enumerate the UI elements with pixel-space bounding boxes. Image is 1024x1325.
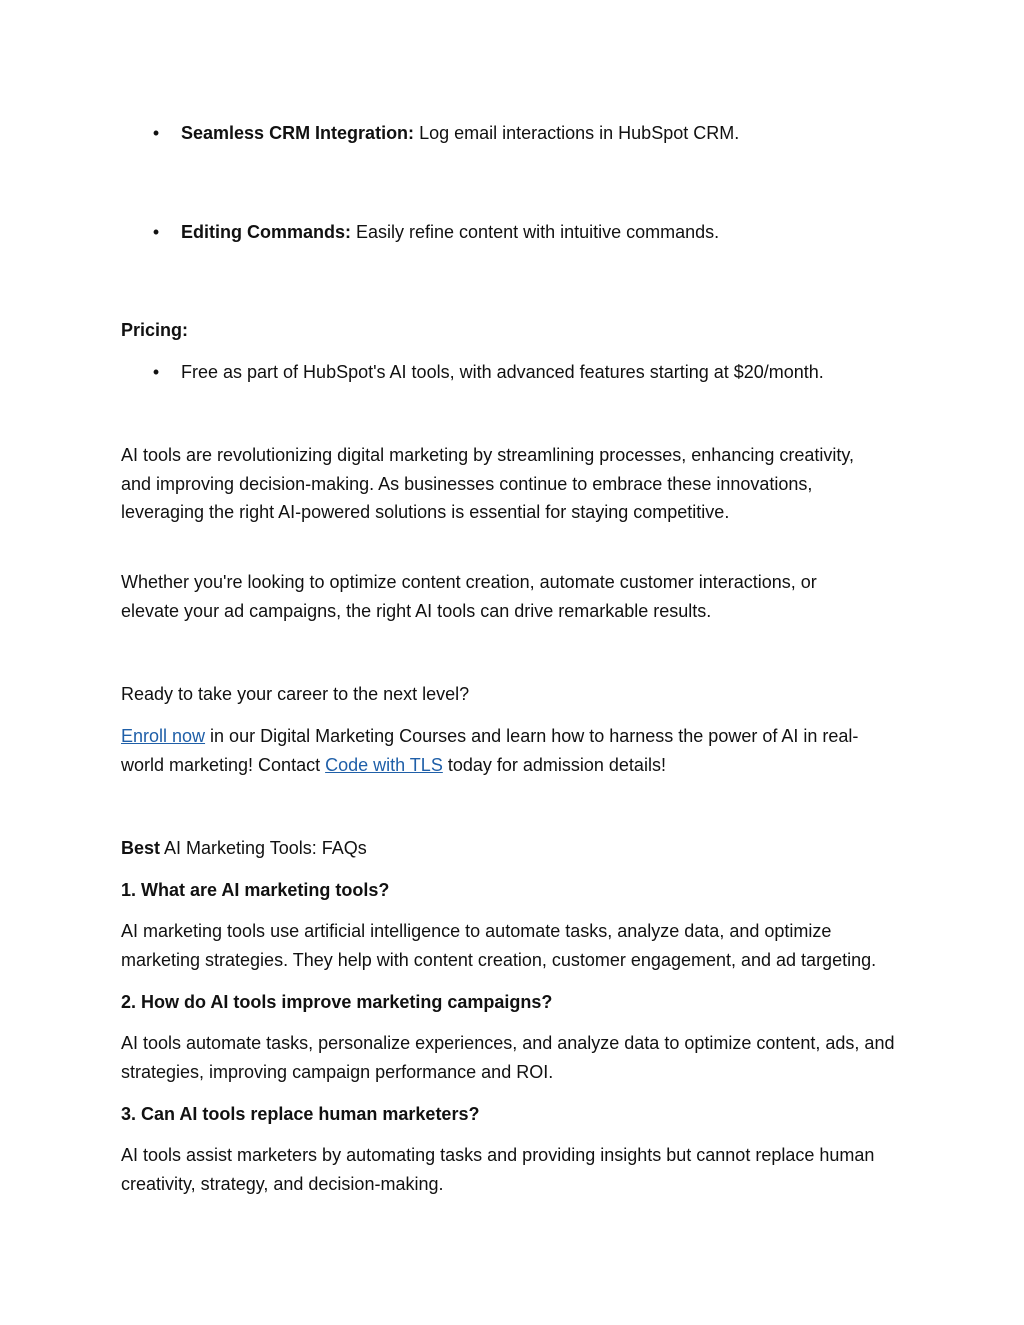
paragraph-line: strategies, improving campaign performance and ROI. (121, 1061, 554, 1082)
paragraph-line: AI tools are revolutionizing digital marketing by streamlining processes, enhancing creativity, (121, 445, 855, 465)
pricing-heading: Pricing: (121, 320, 189, 340)
cta-text: today for admission details! (442, 754, 666, 775)
cta-text: world marketing! Contact (121, 754, 326, 775)
feature-description: Easily refine content with intuitive commands. (351, 222, 720, 242)
paragraph-line: AI tools automate tasks, personalize experiences, and analyze data to optimize content, ads, and (121, 1033, 895, 1053)
cta-paragraph (121, 722, 911, 779)
intro-paragraph (121, 441, 911, 527)
feature-text (181, 119, 739, 147)
feature-label: Seamless CRM Integration: (181, 123, 415, 143)
feature-text (181, 218, 719, 246)
faq-answer (121, 917, 911, 974)
faq-question: 2. How do AI tools improve marketing campaigns? (121, 992, 553, 1012)
bullet-icon: • (152, 123, 160, 143)
faq-question: 1. What are AI marketing tools? (121, 880, 390, 900)
faq-title (121, 834, 367, 862)
paragraph-line: elevate your ad campaigns, the right AI tools can drive remarkable results. (121, 600, 712, 621)
pricing-text: Free as part of HubSpot's AI tools, with advanced features starting at $20/month. (181, 362, 824, 382)
faq-answer (121, 1141, 911, 1198)
enroll-now-link[interactable]: Enroll now (121, 726, 206, 746)
paragraph-line: leveraging the right AI-powered solutions is essential for staying competitive. (121, 502, 730, 522)
cta-text: in our Digital Marketing Courses and learn how to harness the power of AI in real- (205, 726, 859, 746)
faq-answer (121, 1029, 911, 1086)
paragraph-line: AI marketing tools use artificial intelligence to automate tasks, analyze data, and optimize (121, 921, 832, 941)
code-with-tls-link[interactable]: Code with TLS (325, 754, 443, 775)
paragraph-line (121, 751, 911, 780)
whether-paragraph (121, 568, 911, 625)
feature-description: Log email interactions in HubSpot CRM. (414, 123, 740, 143)
paragraph-line: creativity, strategy, and decision-making. (121, 1173, 444, 1194)
faq-title-bold: Best (121, 838, 161, 858)
paragraph-line (121, 722, 911, 751)
faq-question: 3. Can AI tools replace human marketers? (121, 1104, 480, 1124)
paragraph-line: Whether you're looking to optimize content creation, automate customer interactions, or (121, 572, 817, 592)
paragraph-line: marketing strategies. They help with content creation, customer engagement, and ad targeting. (121, 949, 877, 970)
faq-title-text: AI Marketing Tools: FAQs (160, 838, 367, 858)
feature-label: Editing Commands: (181, 222, 351, 242)
bullet-icon: • (152, 222, 160, 242)
paragraph-line: and improving decision-making. As businesses continue to embrace these innovations, (121, 473, 813, 494)
cta-question: Ready to take your career to the next level? (121, 684, 470, 704)
bullet-icon: • (152, 362, 160, 382)
paragraph-line: AI tools assist marketers by automating tasks and providing insights but cannot replace human (121, 1145, 875, 1165)
